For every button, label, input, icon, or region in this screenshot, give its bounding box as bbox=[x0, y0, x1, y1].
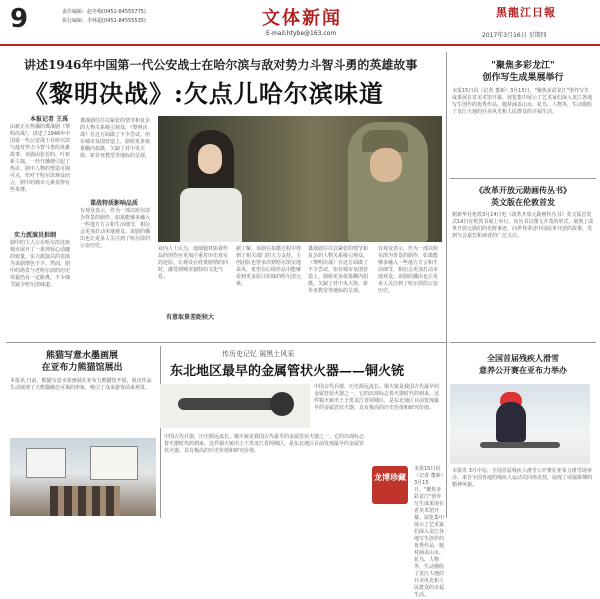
page-number: 9 bbox=[10, 4, 29, 34]
bottom-left-body: 本报讯 日前，熊猫写意水墨画展在亚布力熊猫馆开展，展出作品生动展现了大熊猫憨态可掬的形象，吸引了众多游客前来观赏。 bbox=[10, 378, 152, 391]
drama-still-photo bbox=[158, 116, 442, 242]
headline-line: 全国首届残疾人滑雪 bbox=[487, 353, 559, 363]
artifact-body: 本报15日讯（记者 董新）3月15日，"聚焦多彩龙江"创作写生成果展在省美术馆开幕。展览集中展示了艺术家们深入龙江各地写生创作的优秀作品，题材涵盖山水、花鸟、人物等，生动描绘了龙江大地的壮美风光和人民群众的幸福生活。 bbox=[414, 466, 445, 598]
actress-blouse bbox=[180, 188, 242, 242]
main-story-column: 谍战剧往往以紧张的情节和复杂的人物关系吸引观众，《黎明决战》在这方面做了不少尝试。但在城市氛围营造上，剧组更多依靠棚内拍摄，欠缺了对中央大街、索菲亚教堂等地标的呈现。 bbox=[308, 246, 369, 294]
bronze-gun-photo bbox=[160, 384, 310, 428]
main-story-byline: 本报记者 王禹 bbox=[30, 116, 69, 123]
right-top-body: 本报15日讯（记者 董新）3月15日，"聚焦多彩龙江"创作写生成果展在省美术馆开幕。展览集中展示了艺术家们深入龙江各地写生创作的优秀作品，题材涵盖山水、花鸟、人物等，生动描绘了龙江大地的壮美风光和人民群众的幸福生活。 bbox=[452, 88, 593, 115]
headline-line: 意养公开赛在亚布力举办 bbox=[479, 365, 567, 375]
main-story-subhead: 谍战特质影响品质 bbox=[90, 200, 139, 207]
artifact-headline: 东北地区最早的金属管状火器——铜火铳 bbox=[170, 364, 405, 379]
editor-line: 执行编辑：李林超(0451-84555535) bbox=[62, 18, 146, 24]
headline-line: "聚焦多彩龙江" bbox=[491, 61, 555, 71]
main-story-column: 据了解，该剧在拍摄过程中得到了相关部门的大力支持，主创团队也曾多次到哈尔滨实地采风，希望在后续作品中能够看到更多原汁原味的哈尔滨元素。 bbox=[236, 246, 302, 287]
right-mid-headline bbox=[452, 184, 594, 208]
gun-barrel bbox=[178, 398, 278, 410]
collection-stamp: 龙博珍藏 bbox=[372, 466, 408, 504]
actress-face bbox=[198, 144, 222, 174]
right-mid-body: 据新华社伦敦3月14日电《改革开放元勋画传丛书》英文版首发式14日在伦敦书展上举行。该丛书以图文并茂的形式，展现了改革开放元勋们的光辉事迹，向世界讲述中国改革开放的故事，受到与会嘉宾和读者的广泛关注。 bbox=[452, 212, 594, 239]
main-story-column: 业内人士认为，地域题材影视作品的创作应更加注重对历史真实的还原，让观众在欣赏剧情的同时，感受到城市独特的文化气息。 bbox=[158, 246, 229, 280]
main-story-column: 由新正在热播的谍战剧《黎明决战》，讲述了1946年中国第一代公安战士在哈尔滨与敌对势力斗智斗勇的英雄故事。该剧由张若昀、叶祖新主演，一经开播便引起了热议。剧中人物的塑造可圈可点，但对于哈尔滨观众而言，剧中的城市元素显得有些单薄。 bbox=[10, 124, 71, 193]
ski-sled bbox=[480, 442, 560, 448]
page-header bbox=[0, 0, 600, 46]
main-story-column: 谍战剧往往以紧张的情节和复杂的人物关系吸引观众，《黎明决战》在这方面做了不少尝试。但在城市氛围营造上，剧组更多依靠棚内拍摄，欠缺了对中央大街、索菲亚教堂等地标的呈现。 bbox=[80, 118, 151, 159]
bottom-right-body: 本报讯 3月中旬，全国首届残疾人滑雪公开赛在亚布力滑雪场举办，来自全国各地的残疾人运动员同场竞技，展现了顽强拼搏的精神风貌。 bbox=[452, 468, 593, 488]
bottom-left-headline bbox=[12, 350, 152, 374]
artifact-body: 中国古代兵器，历史源远流长。铜火铳是我国古代最早的金属管状火器之一，它的出现标志着火器时代的到来。这件铜火铳出土于黑龙江省阿城区，是东北地区目前发现最早的金属管状火器，具有极高的历史价值和研究价值。 bbox=[164, 434, 365, 454]
section-divider bbox=[6, 342, 446, 343]
exhibition-photo bbox=[10, 438, 156, 516]
artifact-kicker: 传历史记忆 展黑土风采 bbox=[222, 350, 295, 358]
column-divider bbox=[446, 52, 447, 518]
section-divider bbox=[450, 178, 596, 179]
headline-line: 创作写生成果展举行 bbox=[482, 73, 564, 83]
editor-line: 责任编辑：赵冬梅(0451-84555775) bbox=[62, 9, 146, 15]
right-top-headline bbox=[452, 60, 594, 84]
actor-face bbox=[370, 148, 402, 182]
main-story-subhead: 实力派演员担纲 bbox=[14, 232, 57, 239]
section-title: 文体新闻 bbox=[262, 8, 342, 29]
skiing-photo bbox=[450, 384, 590, 464]
main-story-subhead: 有意取景差距较大 bbox=[166, 314, 215, 321]
painting-panel bbox=[90, 446, 138, 480]
painting-panel bbox=[26, 448, 66, 478]
main-story-column: 剧中的主人公在哈尔滨这座城市展开了一系列惊心动魄的较量，实力派演员的表演为该剧增色不少。然而，剧中的场景与老哈尔滨的历史风貌仍有一定距离，不少细节缺少哈尔滨味道。 bbox=[10, 240, 71, 288]
headline-line: 《改革开放元勋画传丛书》 bbox=[475, 185, 571, 195]
section-divider bbox=[450, 342, 596, 343]
main-story-column: 有观众表示，作为一部以哈尔滨为背景的剧作，如果能够多融入一些地方方言和生活细节，相信会更加打动本地观众。该剧的播出也让更多人关注到了哈尔滨的公安历史。 bbox=[378, 246, 439, 294]
main-story-headline: 《黎明决战》:欠点儿哈尔滨味道 bbox=[24, 79, 384, 108]
headline-line: 在亚布力熊猫馆展出 bbox=[41, 363, 123, 373]
issue-date: 2017年3月16日 星期四 bbox=[482, 32, 547, 39]
gun-chamber bbox=[270, 392, 294, 416]
column-divider bbox=[160, 346, 161, 518]
main-story-kicker: 讲述1946年中国第一代公安战士在哈尔滨与敌对势力斗智斗勇的英雄故事 bbox=[24, 58, 418, 72]
main-story-column: 有观众表示，作为一部以哈尔滨为背景的剧作，如果能够多融入一些地方方言和生活细节，相信会更加打动本地观众。该剧的播出也让更多人关注到了哈尔滨的公安历史。 bbox=[80, 208, 151, 249]
newspaper-masthead: 黑龍江日報 bbox=[496, 6, 556, 19]
bottom-right-headline bbox=[452, 352, 594, 376]
skier-figure bbox=[496, 402, 526, 442]
headline-line: 英文版在伦敦首发 bbox=[491, 197, 555, 207]
artifact-body: 中国古代兵器，历史源远流长。铜火铳是我国古代最早的金属管状火器之一，它的出现标志着火器时代的到来。这件铜火铳出土于黑龙江省阿城区，是东北地区目前发现最早的金属管状火器，具有极高的历史价值和研究价值。 bbox=[314, 384, 440, 411]
editor-info bbox=[62, 8, 146, 26]
headline-line: 熊猫写意水墨画展 bbox=[45, 351, 118, 361]
visitors-group bbox=[50, 486, 120, 516]
section-email: E-mail:htybe@163.com bbox=[266, 30, 337, 37]
